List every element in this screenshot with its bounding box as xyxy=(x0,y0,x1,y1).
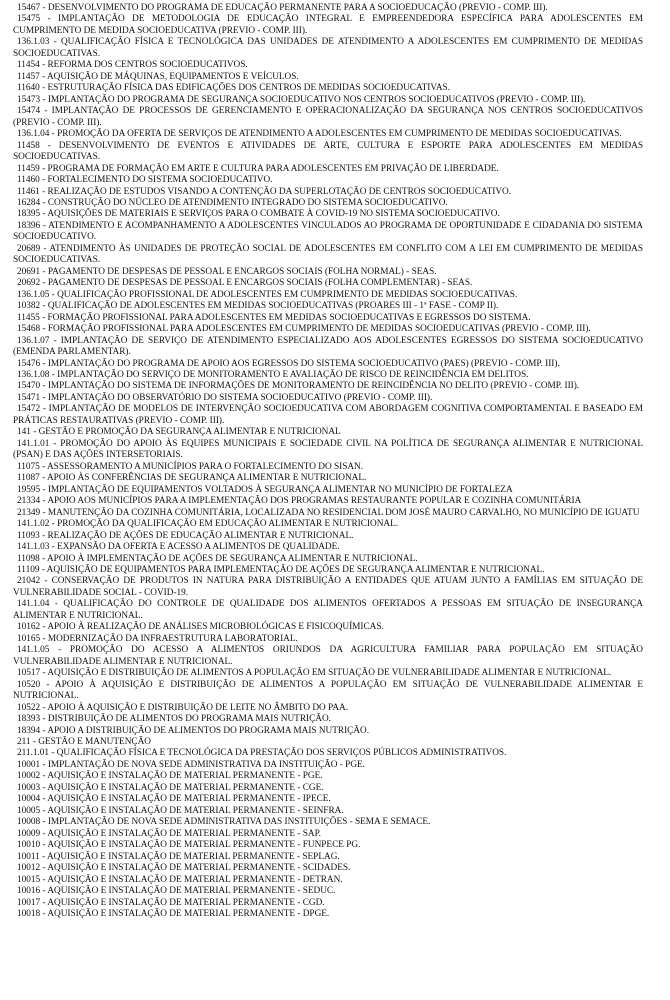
action-entry: 11640 - ESTRUTURAÇÃO FÍSICA DAS EDIFICAÇÕES DOS CENTROS DE MEDIDAS SOCIOEDUCATIVAS. xyxy=(17,83,451,94)
action-entry: 136.1.07 - IMPLANTAÇÃO DE SERVIÇO DE ATENDIMENTO ESPECIALIZADO AOS ADOLESCENTES EGRESSOS DO SISTEMA SOCIOEDUCATIVO (EMENDA PARLAMENTAR). xyxy=(13,335,643,358)
action-entry: 10012 - AQUISIÇÃO E INSTALAÇÃO DE MATERIAL PERMANENTE - SCIDADES. xyxy=(17,863,351,874)
action-entry: 141.1.01 - PROMOÇÃO DO APOIO ÀS EQUIPES MUNICIPAIS E SOCIEDADE CIVIL NA POLÍTICA DE SEGURANÇA ALIMENTAR E NUTRICIONAL (PSAN) E DAS AÇÕES INTERSETORIAIS. xyxy=(13,438,643,461)
action-entry: 21042 - CONSERVAÇÃO DE PRODUTOS IN NATURA PARA DISTRIBUIÇÃO A ENTIDADES QUE ATUAM JUNTO A FAMÍLIAS EM SITUAÇÃO DE VULNERABILIDADE SOCIAL - COVID-19. xyxy=(13,576,643,598)
action-entry: 20691 - PAGAMENTO DE DESPESAS DE PESSOAL E ENCARGOS SOCIAIS (FOLHA NORMAL) - SEAS. xyxy=(17,266,437,277)
action-entry: 211 - GESTÃO E MANUTENÇÃO xyxy=(17,737,151,747)
action-entry: 10517 - AQUISIÇÃO E DISTRIBUIÇÃO DE ALIMENTOS A POPULAÇÃO EM SITUAÇÃO DE VULNERABILIDADE ALIMENTAR E NUTRICIONAL. xyxy=(17,668,612,679)
action-entry: 15473 - IMPLANTAÇÃO DO PROGRAMA DE SEGURANÇA SOCIOEDUCATIVO NOS CENTROS SOCIOEDUCATIVOS (PREVIO - COMP. III). xyxy=(17,94,586,105)
action-entry: 141.1.05 - PROMOÇÃO DO ACESSO A ALIMENTOS ORIUNDOS DA AGRICULTURA FAMILIAR PARA POPULAÇÃO EM SITUAÇÃO VULNERABILIDADE ALIMENTAR E NUTRICIONAL. xyxy=(13,645,643,667)
action-entry: 10016 - AQUISIÇÃO E INSTALAÇÃO DE MATERIAL PERMANENTE - SEDUC. xyxy=(17,886,336,897)
action-entry: 21334 - APOIO AOS MUNICÍPIOS PARA A IMPLEMENTAÇÃO DOS PROGRAMAS RESTAURANTE POPULAR E COZINHA COMUNITÁRIA xyxy=(17,496,582,507)
action-entry: 20689 - ATENDIMENTO ÀS UNIDADES DE PROTEÇÃO SOCIAL DE ADOLESCENTES EM CONFLITO COM A LEI EM CUMPRIMENTO DE MEDIDAS SOCIOEDUCATIVAS. xyxy=(13,243,643,266)
action-entry: 18395 - AQUISIÇÕES DE MATERIAIS E SERVIÇOS PARA O COMBATE À COVID-19 NO SISTEMA SOCIOEDUCATIVO. xyxy=(17,209,500,220)
action-entry: 18393 - DISTRIBUIÇÃO DE ALIMENTOS DO PROGRAMA MAIS NUTRIÇÃO. xyxy=(17,714,331,725)
action-entry: 11455 - FORMAÇÃO PROFISSIONAL PARA ADOLESCENTES EM MEDIDAS SOCIOEDUCATIVAS E EGRESSOS DO SISTEMA. xyxy=(17,312,531,323)
action-entry: 15467 - DESENVOLVIMENTO DO PROGRAMA DE EDUCAÇÃO PERMANENTE PARA A SOCIOEDUCAÇÃO (PREVIO - COMP. III). xyxy=(17,3,548,13)
action-entry: 15470 - IMPLANTAÇÃO DO SISTEMA DE INFORMAÇÕES DE MONITORAMENTO DE REINCIDÊNCIA NO DELITO (PREVIO - COMP. III). xyxy=(17,381,580,392)
action-entry: 136.1.08 - IMPLANTAÇÃO DO SERVIÇO DE MONITORAMENTO E AVALIAÇÃO DE RISCO DE REINCIDÊNCIA EM DELITOS. xyxy=(17,370,529,380)
action-entry: 10005 - AQUISIÇÃO E INSTALAÇÃO DE MATERIAL PERMANENTE - SEINFRA. xyxy=(17,805,344,816)
action-entry: 15472 - IMPLANTAÇÃO DE MODELOS DE INTERVENÇÃO SOCIOEDUCATIVA COM ABORDAGEM COGNITIVA COMPORTAMENTAL E BASEADO EM PRÁTICAS RESTAURATIVAS (PREVIO - COMP. III). xyxy=(13,404,643,426)
budget-actions-list xyxy=(13,3,643,921)
action-entry: 10017 - AQUISIÇÃO E INSTALAÇÃO DE MATERIAL PERMANENTE - CGD. xyxy=(17,897,325,908)
action-entry: 11454 - REFORMA DOS CENTROS SOCIOEDUCATIVOS. xyxy=(17,60,248,71)
action-entry: 10001 - IMPLANTAÇÃO DE NOVA SEDE ADMINISTRATIVA DA INSTITUIÇÃO - PGE. xyxy=(17,759,365,770)
action-entry: 15468 - FORMAÇÃO PROFISSIONAL PARA ADOLESCENTES EM CUMPRIMENTO DE MEDIDAS SOCIOEDUCATIVAS (PREVIO - COMP. III). xyxy=(17,324,591,335)
action-entry: 21349 - MANUTENÇÃO DA COZINHA COMUNITÁRIA, LOCALIZADA NO RESIDENCIAL DOM JOSÉ MAURO CARVALHO, NO MUNICÍPIO DE IGUATU xyxy=(17,507,640,518)
action-entry: 10520 - APOIO À AQUISIÇÃO E DISTRIBUIÇÃO DE ALIMENTOS A POPULAÇÃO EM SITUAÇÃO DE VULNERABILIDADE ALIMENTAR E NUTRICIONAL. xyxy=(13,679,643,702)
action-entry: 19595 - IMPLANTAÇÃO DE EQUIPAMENTOS VOLTADOS À SEGURANÇA ALIMENTAR NO MUNICÍPIO DE FORTALEZA xyxy=(17,484,513,495)
action-entry: 20692 - PAGAMENTO DE DESPESAS DE PESSOAL E ENCARGOS SOCIAIS (FOLHA COMPLEMENTAR) - SEAS. xyxy=(17,278,473,289)
action-entry: 10003 - AQUISIÇÃO E INSTALAÇÃO DE MATERIAL PERMANENTE - CGE. xyxy=(17,782,324,793)
action-entry: 10010 - AQUISIÇÃO E INSTALAÇÃO DE MATERIAL PERMANENTE - FUNPECE PG. xyxy=(17,840,361,851)
action-entry: 10018 - AQUISIÇÃO E INSTALAÇÃO DE MATERIAL PERMANENTE - DPGE. xyxy=(17,909,330,920)
action-entry: 10165 - MODERNIZAÇÃO DA INFRAESTRUTURA LABORATORIAL. xyxy=(17,633,298,644)
action-entry: 10522 - APOIO À AQUISIÇÃO E DISTRIBUIÇÃO DE LEITE NO ÂMBITO DO PAA. xyxy=(17,702,349,713)
action-entry: 11461 - REALIZAÇÃO DE ESTUDOS VISANDO A CONTENÇÃO DA SUPERLOTAÇÃO DE CENTROS SOCIOEDUCATIVO. xyxy=(17,186,512,197)
action-entry: 10009 - AQUISIÇÃO E INSTALAÇÃO DE MATERIAL PERMANENTE - SAP. xyxy=(17,828,321,839)
action-entry: 136.1.03 - QUALIFICAÇÃO FÍSICA E TECNOLÓGICA DAS UNIDADES DE ATENDIMENTO A ADOLESCENTES EM CUMPRIMENTO DE MEDIDAS SOCIOEDUCATIVAS. xyxy=(13,37,643,59)
action-entry: 10004 - AQUISIÇÃO E INSTALAÇÃO DE MATERIAL PERMANENTE - IPECE. xyxy=(17,794,331,805)
action-entry: 10008 - IMPLANTAÇÃO DE NOVA SEDE ADMINISTRATIVA DAS INSTITUIÇÕES - SEMA E SEMACE. xyxy=(17,817,431,828)
action-entry: 11460 - FORTALECIMENTO DO SISTEMA SOCIOEDUCATIVO. xyxy=(17,175,273,186)
action-entry: 10162 - APOIO À REALIZAÇÃO DE ANÁLISES MICROBIOLÓGICAS E FISICOQUÍMICAS. xyxy=(17,622,384,633)
action-entry: 11087 - APOIO ÀS CONFERÊNCIAS DE SEGURANÇA ALIMENTAR E NUTRICIONAL. xyxy=(17,473,367,484)
action-entry: 211.1.01 - QUALIFICAÇÃO FÍSICA E TECNOLÓGICA DA PRESTAÇÃO DOS SERVIÇOS PÚBLICOS ADMINISTRATIVOS. xyxy=(17,748,507,759)
action-entry: 18396 - ATENDIMENTO E ACOMPANHAMENTO A ADOLESCENTES VINCULADOS AO PROGRAMA DE OPORTUNIDADE E CIDADANIA DO SISTEMA SOCIOEDUCATIVO. xyxy=(13,220,643,243)
action-entry: 15476 - IMPLANTAÇÃO DO PROGRAMA DE APOIO AOS EGRESSOS DO SISTEMA SOCIOEDUCATIVO (PAES) (PREVIO - COMP. III). xyxy=(17,358,560,369)
action-entry: 141 - GESTÃO E PROMOÇÃO DA SEGURANÇA ALIMENTAR E NUTRICIONAL xyxy=(17,427,341,438)
action-entry: 15474 - IMPLANTAÇÃO DE PROCESSOS DE GERENCIAMENTO E OPERACIONALIZAÇÃO DA SEGURANÇA NOS CENTROS SOCIOEDUCATIVOS (PREVIO - COMP. III). xyxy=(13,106,643,128)
action-entry: 15475 - IMPLANTAÇÃO DE METODOLOGIA DE EDUCAÇÃO INTEGRAL E EMPREENDEDORA ESPECÍFICA PARA ADOLESCENTES EM CUMPRIMENTO DE MEDIDA SOCIOEDUCATIVA (PREVIO - COMP. III). xyxy=(13,14,643,36)
action-entry: 11457 - AQUISIÇÃO DE MÁQUINAS, EQUIPAMENTOS E VEÍCULOS. xyxy=(17,71,299,82)
action-entry: 11098 - APOIO À IMPLEMENTAÇÃO DE AÇÕES DE SEGURANÇA ALIMENTAR E NUTRICIONAL. xyxy=(17,553,418,564)
action-entry: 15471 - IMPLANTAÇÃO DO OBSERVATÓRIO DO SISTEMA SOCIOEDUCATIVO (PREVIO - COMP. III). xyxy=(17,392,433,403)
action-entry: 10015 - AQUISIÇÃO E INSTALAÇÃO DE MATERIAL PERMANENTE - DETRAN. xyxy=(17,874,343,885)
action-entry: 11458 - DESENVOLVIMENTO DE EVENTOS E ATIVIDADES DE ARTE, CULTURA E ESPORTE PARA ADOLESCENTES EM MEDIDAS SOCIOEDUCATIVAS. xyxy=(13,140,643,163)
action-entry: 10002 - AQUISIÇÃO E INSTALAÇÃO DE MATERIAL PERMANENTE - PGE. xyxy=(17,771,323,782)
action-entry: 11459 - PROGRAMA DE FORMAÇÃO EM ARTE E CULTURA PARA ADOLESCENTES EM PRIVAÇÃO DE LIBERDADE. xyxy=(17,163,499,174)
action-entry: 136.1.04 - PROMOÇÃO DA OFERTA DE SERVIÇOS DE ATENDIMENTO A ADOLESCENTES EM CUMPRIMENTO DE MEDIDAS SOCIOEDUCATIVAS. xyxy=(17,129,622,140)
action-entry: 141.1.03 - EXPANSÃO DA OFERTA E ACESSO A ALIMENTOS DE QUALIDADE. xyxy=(17,542,340,553)
action-entry: 10382 - QUALIFICAÇÃO DE ADOLESCENTES EM MEDIDAS SOCIOEDUCATIVAS (PROARES III - 1ª FASE - COMP II). xyxy=(17,301,499,312)
action-entry: 18394 - APOIO A DISTRIBUIÇÃO DE ALIMENTOS DO PROGRAMA MAIS NUTRIÇÃO. xyxy=(17,725,370,736)
action-entry: 11093 - REALIZAÇÃO DE AÇÕES DE EDUCAÇÃO ALIMENTAR E NUTRICIONAL. xyxy=(17,530,354,541)
action-entry: 11109 - AQUISIÇÃO DE EQUIPAMENTOS PARA IMPLEMENTAÇÃO DE AÇÕES DE SEGURANÇA ALIMENTAR E NUTRICIONAL. xyxy=(17,564,545,575)
action-entry: 141.1.04 - QUALIFICAÇÃO DO CONTROLE DE QUALIDADE DOS ALIMENTOS OFERTADOS A PESSOAS EM SITUAÇÃO DE INSEGURANÇA ALIMENTAR E NUTRICIONAL. xyxy=(13,599,643,621)
action-entry: 10011 - AQUISIÇÃO E INSTALAÇÃO DE MATERIAL PERMANENTE - SEPLAG. xyxy=(17,851,340,862)
action-entry: 141.1.02 - PROMOÇÃO DA QUALIFICAÇÃO EM EDUCAÇÃO ALIMENTAR E NUTRICIONAL. xyxy=(17,519,399,530)
action-entry: 16284 - CONSTRUÇÃO DO NÚCLEO DE ATENDIMENTO INTEGRADO DO SISTEMA SOCIOEDUCATIVO. xyxy=(17,197,448,208)
action-entry: 11075 - ASSESSORAMENTO A MUNICÍPIOS PARA O FORTALECIMENTO DO SISAN. xyxy=(17,461,364,472)
action-entry: 136.1.05 - QUALIFICAÇÃO PROFISSIONAL DE ADOLESCENTES EM CUMPRIMENTO DE MEDIDAS SOCIOEDUCATIVAS. xyxy=(17,289,518,300)
